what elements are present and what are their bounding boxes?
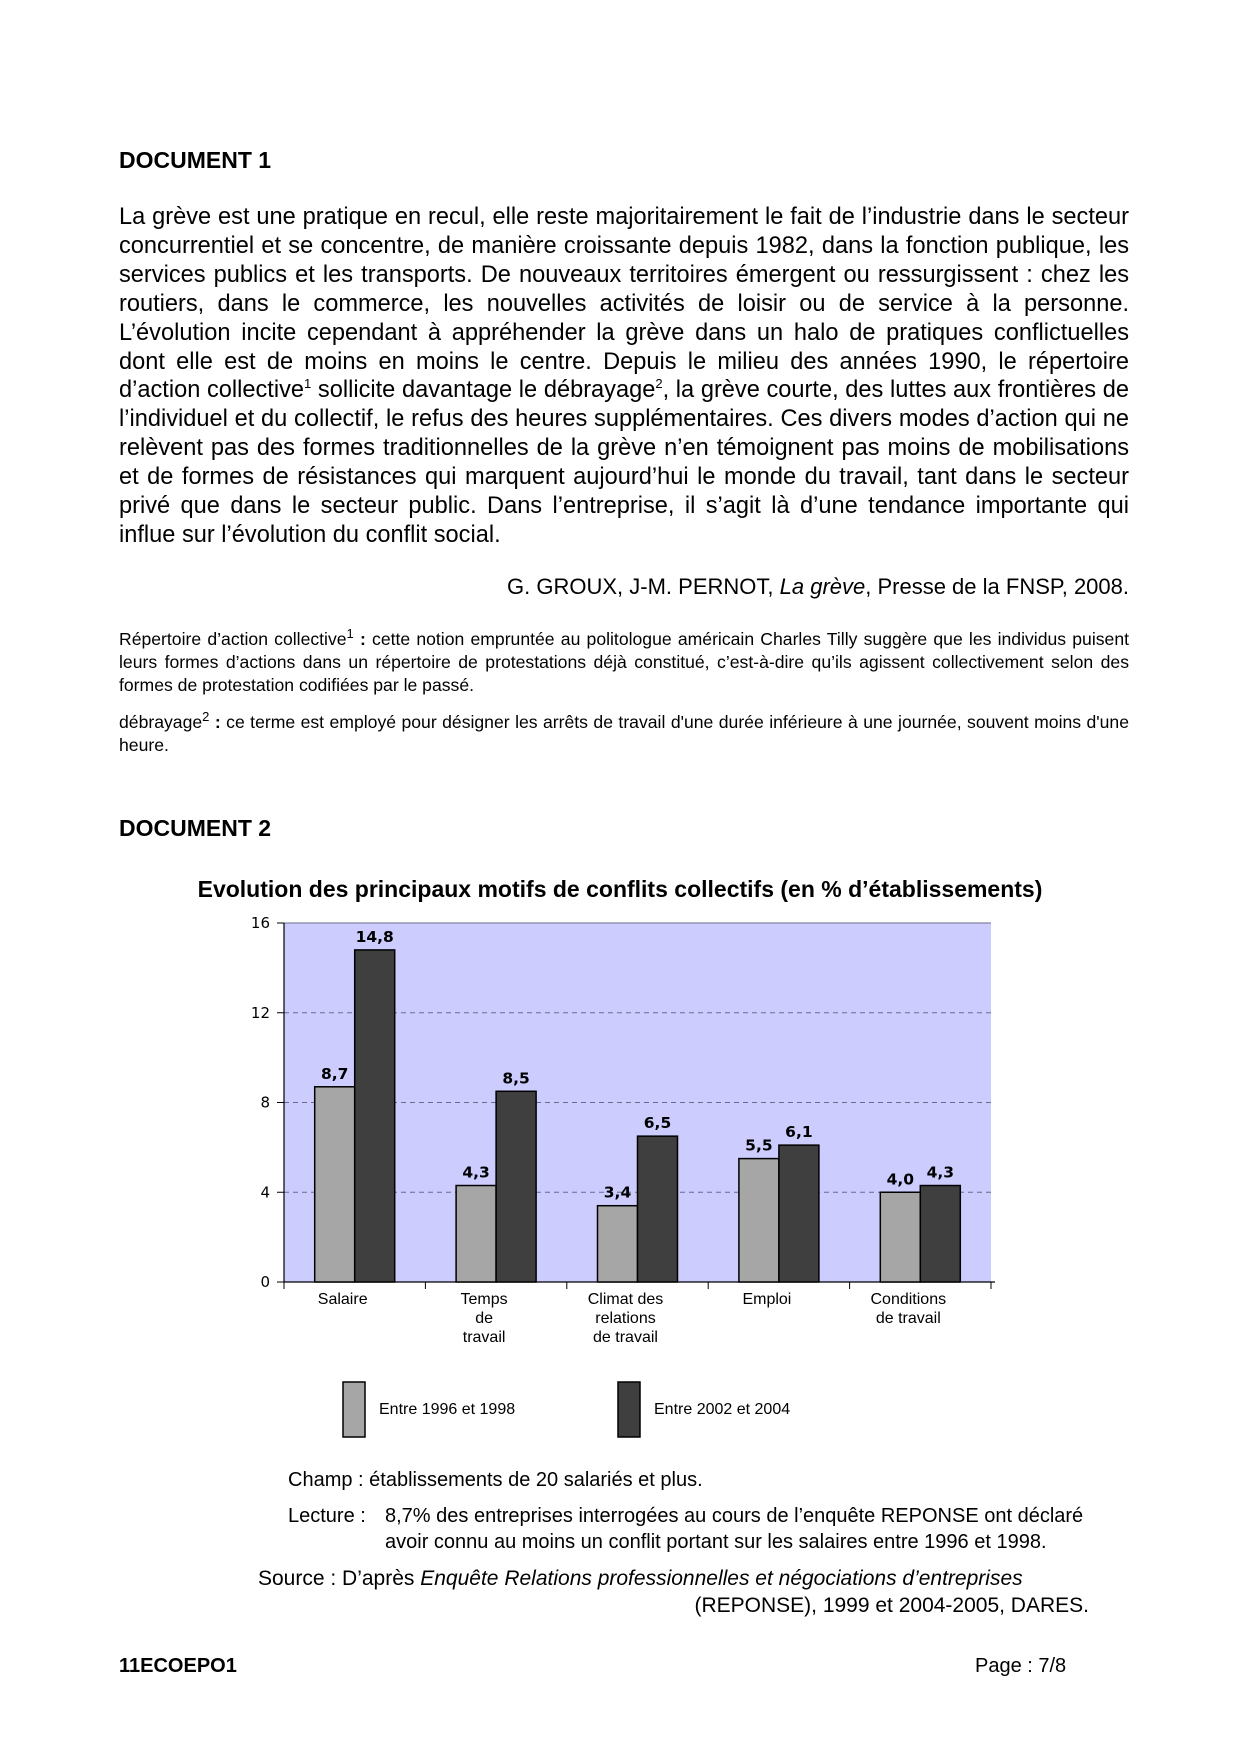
footnote-1-text: cette notion empruntée au politologue américain Charles Tilly suggère que les individus puisent leurs formes d’actions dans un répertoire de protestations déjà constitué, c’est-à-dire qu’ils agissent collectivement selon des formes de protestation codifiées par le passé. <box>119 629 1129 695</box>
category-label: Salaire <box>317 1291 368 1308</box>
category-label: Conditions <box>870 1291 947 1308</box>
data-label: 3,4 <box>603 1183 632 1202</box>
bar-2-4 <box>779 1145 819 1282</box>
footnote-1-marker: 1 <box>346 626 354 642</box>
bar-1-1 <box>315 1087 355 1282</box>
y-tick-label: 0 <box>260 1273 270 1291</box>
data-label: 14,8 <box>355 927 394 946</box>
y-tick-label: 4 <box>260 1183 270 1202</box>
footnote-2-term: débrayage <box>119 712 203 732</box>
category-label: travail <box>462 1329 506 1346</box>
data-label: 4,3 <box>926 1163 955 1182</box>
footnote-1-colon: : <box>353 629 373 649</box>
source-title: La grève <box>779 574 866 599</box>
category-label: de travail <box>593 1329 658 1346</box>
bar-1-2 <box>456 1186 496 1282</box>
chart-title: Evolution des principaux motifs de conflits collectifs (en % d’établissements) <box>197 876 1043 902</box>
chart-source-line-2: (REPONSE), 1999 et 2004-2005, DARES. <box>694 1594 1089 1617</box>
category-label: Climat des <box>587 1291 664 1308</box>
bar-2-5 <box>920 1186 960 1282</box>
category-label: de <box>475 1310 493 1327</box>
data-label: 8,7 <box>320 1064 349 1083</box>
document-1-text-part3: , la grève courte, des luttes aux frontières de l’individuel et du collectif, le refus des heures supplémentaires. Ces divers modes d’action qui ne relèvent pas des formes traditionnelles de la grève n’en témoignent pas moins de mobilisations et de formes de résistances qui marquent aujourd’hui le monde du travail, tant dans le secteur privé que dans le secteur public. Dans l’entreprise, il s’agit là d’une tendance importante qui influe sur l’évolution du conflit social. <box>119 377 1129 548</box>
category-label: relations <box>595 1310 656 1327</box>
chart-lecture-line-2: avoir connu au moins un conflit portant sur les salaires entre 1996 et 1998. <box>385 1531 1047 1553</box>
legend-label-2: Entre 2002 et 2004 <box>654 1401 791 1418</box>
document-1-text-part2: sollicite davantage le débrayage <box>311 377 656 404</box>
bar-2-3 <box>638 1136 678 1282</box>
footnote-ref-1: 1 <box>304 376 312 392</box>
data-label: 4,3 <box>462 1163 490 1182</box>
legend-swatch-1 <box>343 1382 365 1437</box>
chart-source-line-1 <box>258 1567 1023 1591</box>
footnote-2-colon: : <box>209 712 227 732</box>
footer-code: 11ECOEPO1 <box>119 1655 237 1677</box>
data-label: 4,0 <box>886 1170 915 1189</box>
chart-lecture-label: Lecture : <box>288 1505 366 1527</box>
legend-label-1: Entre 1996 et 1998 <box>379 1401 516 1418</box>
source-authors: G. GROUX, J-M. PERNOT, <box>507 574 780 599</box>
data-label: 8,5 <box>502 1069 530 1088</box>
chart-champ: Champ : établissements de 20 salariés et plus. <box>288 1469 703 1491</box>
data-label: 6,5 <box>643 1114 672 1133</box>
document-1-text-part1: La grève est une pratique en recul, elle reste majoritairement le fait de l’industrie dans le secteur concurrentiel et se concentre, de manière croissante depuis 1982, dans la fonction publique, les services publics et les transports. De nouveaux territoires émergent ou ressurgissent : chez les routiers, dans le commerce, les nouvelles activités de loisir ou de service à la personne. L’évolution incite cependant à appréhender la grève dans un halo de pratiques conflictuelles dont elle est de moins en moins le centre. Depuis le milieu des années 1990, le répertoire d’action collective <box>119 204 1129 404</box>
chart-lecture-line-1: 8,7% des entreprises interrogées au cours de l’enquête REPONSE ont déclaré <box>385 1505 1084 1527</box>
category-label: de travail <box>875 1310 941 1327</box>
data-label: 6,1 <box>785 1123 813 1142</box>
y-tick-label: 8 <box>260 1093 270 1112</box>
bar-1-4 <box>739 1159 779 1282</box>
bar-2-2 <box>496 1091 536 1282</box>
category-label: Temps <box>460 1291 508 1308</box>
y-tick-label: 12 <box>250 1003 270 1022</box>
document-2-heading: DOCUMENT 2 <box>119 815 272 841</box>
y-tick-label: 16 <box>250 914 270 932</box>
chart-source-prefix: Source : D’après <box>258 1567 421 1590</box>
data-label: 5,5 <box>745 1136 773 1155</box>
footnote-2-marker: 2 <box>202 709 210 725</box>
footnote-2-text: ce terme est employé pour désigner les arrêts de travail d'une durée inférieure à une journée, souvent moins d'une heure. <box>119 712 1129 755</box>
bar-1-5 <box>880 1192 920 1282</box>
legend-swatch-2 <box>618 1382 640 1437</box>
chart-source-title: Enquête Relations professionnelles et négociations d’entreprises <box>420 1567 1023 1590</box>
bar-2-1 <box>355 950 395 1282</box>
category-label: Emploi <box>742 1291 792 1308</box>
bar-1-3 <box>598 1206 638 1282</box>
footnote-ref-2: 2 <box>655 376 663 392</box>
source-publisher: , Presse de la FNSP, 2008. <box>865 574 1129 599</box>
footnote-1-term: Répertoire d’action collective <box>119 629 347 649</box>
footer-page-number: Page : 7/8 <box>975 1655 1067 1677</box>
document-1-heading: DOCUMENT 1 <box>119 147 272 173</box>
